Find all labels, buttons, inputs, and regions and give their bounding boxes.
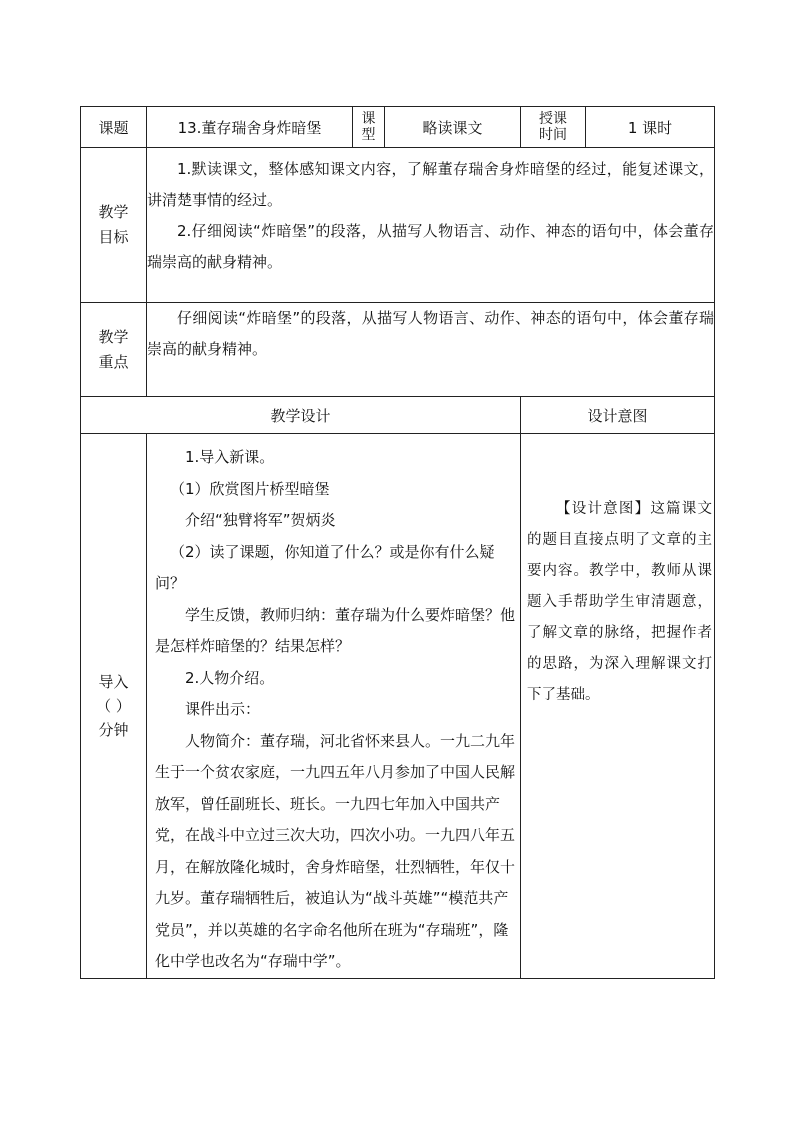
keypoints-label-line2: 重点: [98, 352, 129, 371]
intro-label-line1: 导入: [98, 672, 129, 691]
goals-label: [81, 148, 147, 303]
intro-label-line3: 分钟: [98, 720, 129, 739]
time-value: 1 课时: [586, 107, 715, 148]
intent-text: 【设计意图】这篇课文的题目直接点明了文章的主要内容。教学中，教师从课题入手帮助学生审清题意，了解文章的脉络，把握作者的思路，为深入理解课文打下了基础。: [527, 501, 712, 703]
intro-row: [81, 434, 715, 979]
design-line: 2.人物介绍。: [185, 668, 275, 687]
keypoints-content: [147, 303, 715, 397]
design-line: 人物简介：董存瑞，河北省怀来县人。一九二九年生于一个贫农家庭，一九四五年八月参加了中国人民解放军，曾任副班长、班长。一九四七年加入中国共产党，在战斗中立过三次大功，四次小功。一九四八年五月，在解放隆化城时，舍身炸暗堡，壮烈牺牲，年仅十九岁。董存瑞牺牲后，被追认为“战斗英雄”“模范共产党员”，并以英雄的名字命名他所在班为“存瑞班”，隆化中学也改名为“存瑞中学”。: [155, 731, 516, 970]
design-line: 介绍“独臂将军”贺炳炎: [185, 511, 336, 529]
time-label-line1: 授课: [539, 111, 567, 127]
goal-item: 2.仔细阅读“炸暗堡”的段落，从描写人物语言、动作、神态的语句中，体会董存瑞崇高的献身精神。: [147, 222, 714, 271]
lesson-plan-table: [80, 106, 715, 979]
design-line: 1.导入新课。: [185, 448, 275, 466]
type-label: [353, 107, 385, 148]
intro-label: [81, 434, 147, 979]
goals-label-line1: 教学: [98, 203, 129, 221]
topic-value: 13.董存瑞舍身炸暗堡: [147, 107, 353, 148]
goal-item: 1.默读课文，整体感知课文内容，了解董存瑞舍身炸暗堡的经过，能复述课文，讲清楚事情的经过。: [147, 160, 714, 209]
time-label-line2: 时间: [539, 127, 567, 143]
intent-header: 设计意图: [521, 397, 715, 434]
design-line: （2）读了课题，你知道了什么？或是你有什么疑问？: [155, 542, 495, 592]
topic-label: 课题: [81, 107, 147, 148]
goals-row: [81, 148, 715, 303]
intro-label-line2: （ ）: [96, 696, 131, 715]
intro-design-content: [147, 434, 521, 979]
keypoints-row: [81, 303, 715, 397]
section-header-row: [81, 397, 715, 434]
keypoints-label: [81, 303, 147, 397]
keypoints-text: 仔细阅读“炸暗堡”的段落，从描写人物语言、动作、神态的语句中，体会董存瑞崇高的献身精神。: [147, 309, 714, 358]
keypoints-label-line1: 教学: [98, 327, 129, 346]
design-line: （1）欣赏图片桥型暗堡: [170, 479, 330, 498]
type-label-line1: 课: [361, 111, 376, 127]
design-header: 教学设计: [81, 397, 521, 434]
intro-intent-content: [521, 434, 715, 979]
time-label: [521, 107, 586, 148]
header-row: [81, 107, 715, 148]
type-label-line2: 型: [361, 127, 376, 143]
goals-content: [147, 148, 715, 303]
goals-label-line2: 目标: [98, 228, 129, 246]
type-value: 略读课文: [385, 107, 521, 148]
design-line: 课件出示：: [185, 700, 261, 718]
design-line: 学生反馈，教师归纳：董存瑞为什么要炸暗堡？他是怎样炸暗堡的？结果怎样？: [155, 605, 516, 655]
